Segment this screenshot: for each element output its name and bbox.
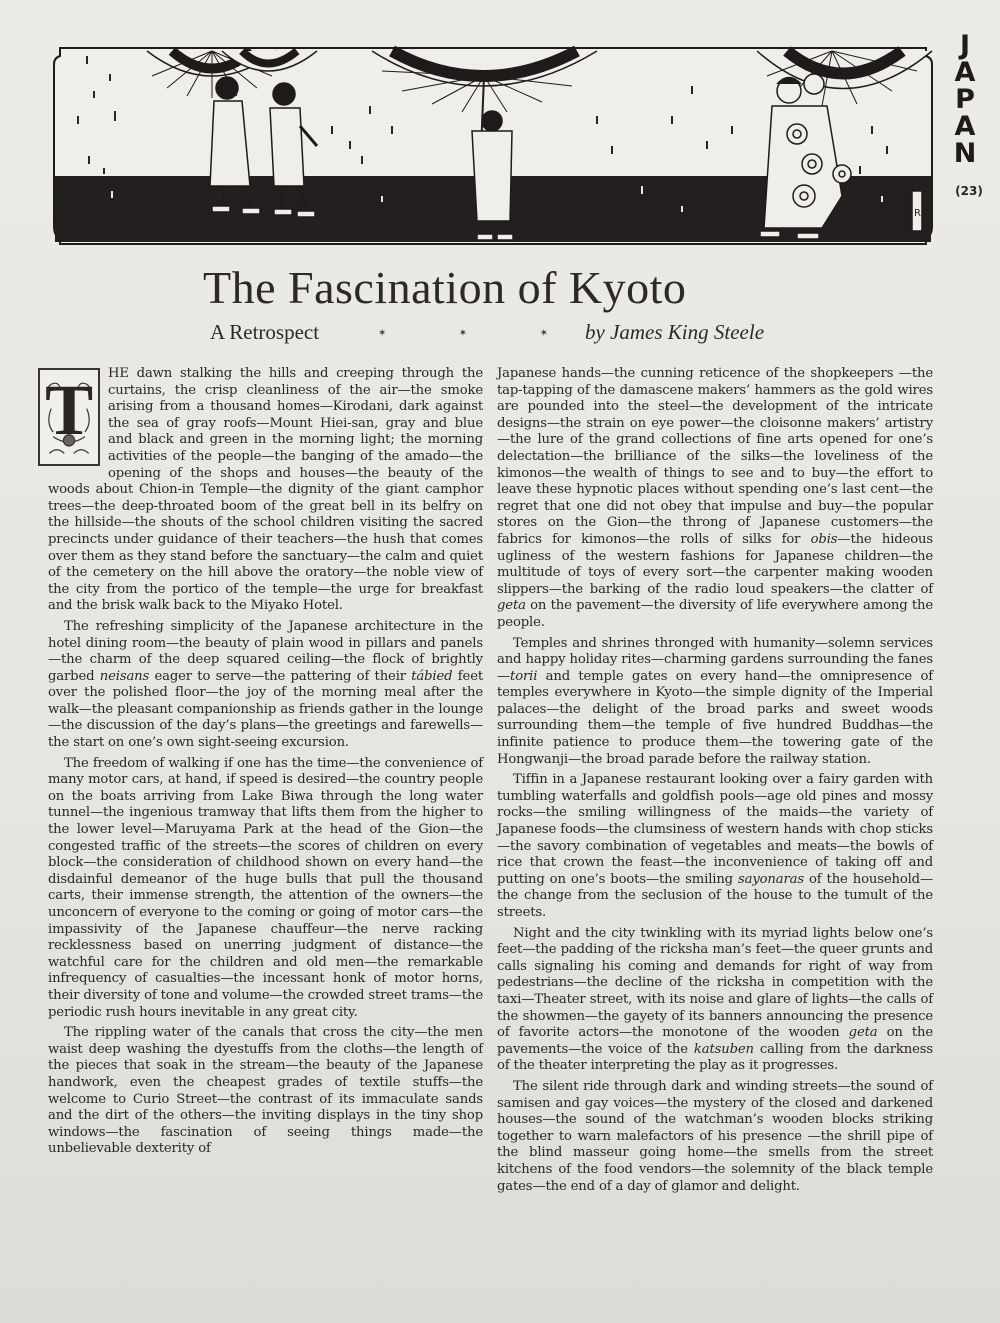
paragraph-text: eager to serve—the pattering of their [149, 668, 412, 684]
child-figure-center [472, 111, 513, 240]
paragraph-text: on the pavement—the diversity of life everywhere among the people. [497, 598, 933, 630]
left-column-body [48, 366, 483, 1158]
umbrella-scene-illustration [52, 46, 934, 246]
article-paragraph [48, 1025, 483, 1158]
article-paragraph [497, 636, 933, 769]
masthead-letter: P [955, 84, 975, 115]
article-paragraph [48, 619, 483, 752]
italic-term: geta [497, 598, 526, 614]
article-paragraph [497, 772, 933, 921]
paragraph-text: The freedom of walking if one has the time—the convenience of many motor cars, at hand, if speed is desired—the country people on the boats arriving from Lake Biwa through the long water tunnel—the ingenious tramway that lifts them from the higher to the lower level—Maruyama Park at the head of the Gion—the congested traffic of the streets—the scores of children on every block—the consideration of childhood shown on every hand—the disdainful demeanor of the huge bulls that pull the thousand carts, their immense strength, the attention of the owners—the unconcern of everyone to the coming or going of motor cars—the impassivity of the Japanese chauffeur—the nerve racking recklessness based on unerring judgment of distance—the watchful care for the children and old men—the remarkable infrequency of casualties—the incessant honk of motor horns, their diversity of tone and volume—the crowded street trams—the periodic rush hours inevitable in any great city. [48, 755, 483, 1020]
masthead-letter: A [954, 57, 976, 88]
paragraph-text: feet over the polished floor—the joy of the morning meal after the walk—the pleasant companionship as friends gather in the lounge—the discussion of the day’s plans—the greetings and farewells—the start on one’s own sight-seeing excursion. [48, 668, 483, 751]
article-column-right [497, 366, 933, 1199]
paragraph-text: Tiffin in a Japanese restaurant looking over a fairy garden with tumbling waterfalls and goldfish pools—age old pines and mossy rocks—the smiling willingness of the maids—the variety of Japanese foods—the clumsiness of western hands with chop sticks—the savory combination of vegetables and meats—the bowls of rice that crown the feast—the inconvenience of taking off and putting on one’s boots—the smiling [497, 772, 933, 887]
header-illustration [52, 46, 934, 246]
artist-signature-post [912, 191, 922, 231]
right-column-body [497, 366, 933, 1195]
article-subtitle: A Retrospect [210, 320, 320, 344]
article-paragraph [48, 366, 483, 615]
italic-term: geta [848, 1025, 878, 1041]
article-paragraph [497, 366, 933, 632]
paragraph-text: Night and the city twinkling with its myriad lights below one’s feet—the padding of the ricksha man’s feet—the queer grunts and calls signaling his coming and demands for right of way from pedestrians—the decline of the ricksha in competition with the taxi—Theater street, with its noise and glare of lights—the calls of the showmen—the gayety of its banners announcing the presence of favorite actors—the monotone of the wooden [497, 925, 933, 1041]
paragraph-text: HE dawn stalking the hills and creeping through the curtains, the crisp cleanliness of the air—the smoke arising from a thousand homes—Kirodani, dark against the sea of gray roofs—Mount Hiei-san, gray and blue and black and green in the morning light; the morning activities of the people—the banging of the amado—the opening of the shops and houses—the beauty of the woods about Chion-in Temple—the dignity of the giant camphor trees—the deep-throated boom of the great bell in its belfry on the hillside—the shouts of the school children visiting the sacred precincts under guidance of their teachers—the hush that comes over them as they stand before the sanctuary—the calm and quiet of the cemetery on the hill above the oratory—the noble view of the city from the portico of the temple—the urge for breakfast and the brisk walk back to the Miyako Hotel. [48, 366, 483, 614]
article-byline: by James King Steele [585, 320, 765, 344]
decorative-dropcap [38, 368, 100, 466]
paragraph-text: Japanese hands—the cunning reticence of the shopkeepers —the tap-tapping of the damascene makers’ hammers as the gold wires are pounded into the steel—the development of the intricate designs—the strain on eye power—the cloisonne makers’ artistry—the lure of the grand collections of fine arts opened for one’s delectation—the brilliance of the silks—the loveliness of the kimonos—the wealth of things to see and to buy—the effort to leave these hypnotic places without spending one’s last cent—the regret that one did not obey that impulse and buy—the popular stores on the Gion—the throng of Japanese customers—the fabrics for kimonos—the rolls of silks for [497, 366, 933, 547]
svg-text:R: R [914, 208, 921, 219]
ornament-row [378, 328, 548, 339]
paragraph-text: The refreshing simplicity of the Japanese architecture in the hotel dining room—the beauty of plain wood in pillars and panels—the charm of the deep squared ceiling—the flock of brightly garbed [48, 618, 483, 684]
paragraph-text: of the household—the change from the seclusion of the house to the tumult of the streets. [497, 871, 933, 920]
italic-term: obis [810, 531, 838, 547]
page-number: (23) [955, 184, 983, 198]
paragraph-text: —the hideous ugliness of the western fashions for Japanese children—the multitude of toys of every sort—the carpenter making wooden slippers—the barking of the radio loud speakers—the clatter of [497, 531, 933, 597]
article-paragraph [48, 756, 483, 1022]
paragraph-text: on the pavements—the voice of the [497, 1025, 933, 1057]
article-paragraph [497, 1079, 933, 1195]
italic-term: torii [510, 668, 538, 684]
paragraph-text: calling from the darkness of the theater interpreting the play as it progresses. [497, 1041, 933, 1074]
ornament-glyph: ✶ [458, 328, 468, 339]
vertical-masthead [950, 32, 980, 167]
article-title: The Fascination of Kyoto [203, 262, 687, 313]
paragraph-text: and temple gates on every hand—the omnipresence of temples everywhere in Kyoto—the simple dignity of the Imperial palaces—the delight of the broad parks and sweet woods surrounding them—the temple of five hundred Buddhas—the infinite patience to produce them—the towering gate of the Hongwanji—the broad parade before the railway station. [497, 668, 933, 767]
paragraph-text: The silent ride through dark and winding streets—the sound of samisen and gay voices—the mystery of the closed and darkened houses—the sound of the watchman’s wooden blocks striking together to warn malefactors of his presence —the shrill pipe of the blind masseur going home—the smells from the street kitchens of the food vendors—the solemnity of the black temple gates—the end of a day of glamor and delight. [497, 1078, 933, 1194]
masthead-letter: N [953, 138, 977, 169]
masthead-letter: J [959, 30, 971, 61]
italic-term: neisans [99, 668, 150, 684]
ornament-glyph: ✶ [378, 328, 387, 339]
article-column-left [45, 366, 483, 1162]
italic-term: katsuben [693, 1041, 754, 1057]
dropcap-letter: T [45, 370, 93, 450]
paragraph-text: Temples and shrines thronged with humanity—solemn services and happy holiday rites—charming gardens surrounding the fanes— [497, 635, 933, 684]
italic-term: tábied [411, 668, 453, 684]
paragraph-text: The rippling water of the canals that cross the city—the men waist deep washing the dyestuffs from the cloths—the length of the pieces that soak in the stream—the beauty of the Japanese handwork, even the cheapest grades of textile stuffs—the welcome to Curio Street—the contrast of its immaculate sands and the dirt of the others—the inviting displays in the tiny shop windows—the fascination of seeing things made—the unbelievable dexterity of [48, 1025, 483, 1157]
ornament-glyph: ✶ [539, 328, 548, 339]
masthead-letter: A [954, 111, 976, 142]
article-paragraph [497, 926, 933, 1075]
italic-term: sayonaras [738, 871, 804, 887]
